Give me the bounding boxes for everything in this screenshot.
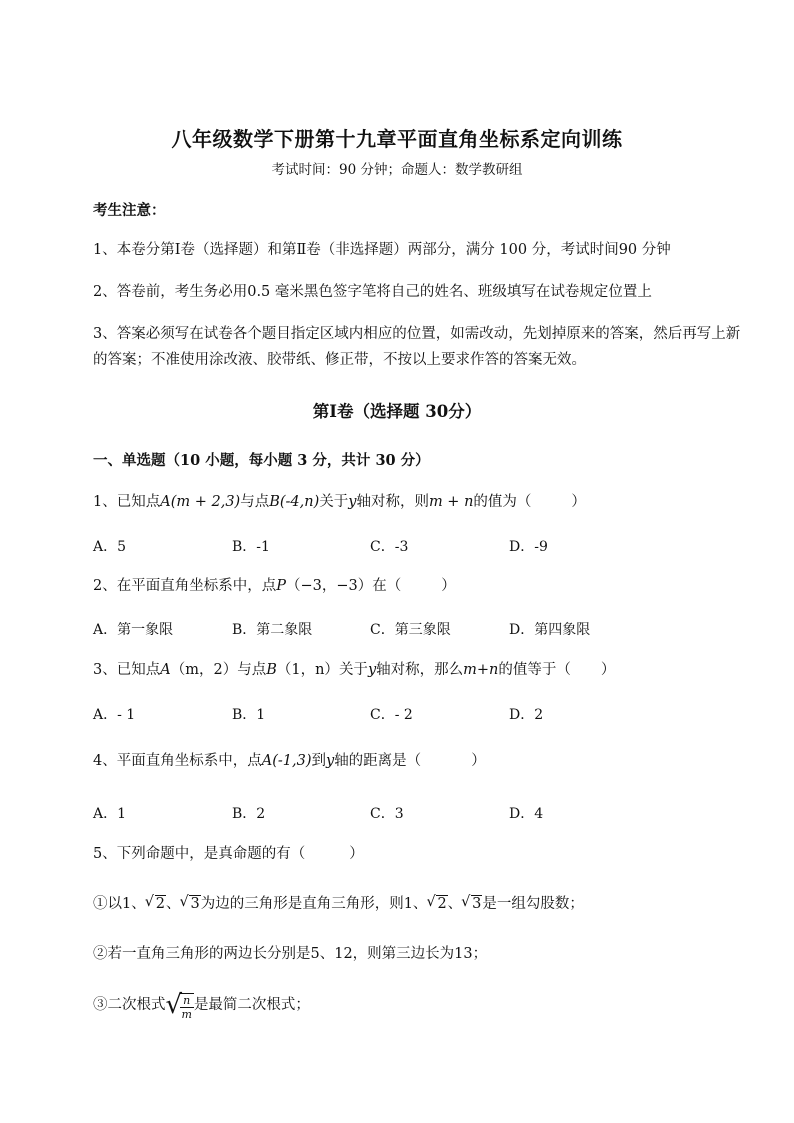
s1-part-c: 为边的三角形是直角三角形，则1、 bbox=[200, 896, 428, 912]
q2-option-a: A．第一象限 bbox=[93, 622, 174, 638]
section-title: 第Ⅰ卷（选择题 30分） bbox=[312, 402, 482, 421]
q4-option-c: C．3 bbox=[370, 806, 404, 822]
q3-close: ） bbox=[600, 662, 616, 678]
q4-axis: y bbox=[325, 753, 335, 769]
q3-option-c: C．- 2 bbox=[370, 707, 413, 723]
q4-prefix: 4、平面直角坐标系中，点 bbox=[93, 753, 262, 769]
question-2 bbox=[93, 575, 456, 597]
notice-item-3-line-2: 的答案；不准使用涂改液、胶带纸、修正带，不按以上要求作答的答案无效。 bbox=[93, 352, 586, 368]
q4-option-d: D．4 bbox=[509, 806, 544, 822]
page-title: 八年级数学下册第十九章平面直角坐标系定向训练 bbox=[171, 127, 623, 151]
q3-option-d: D．2 bbox=[509, 707, 544, 723]
radicand: 2 bbox=[437, 896, 447, 912]
s1-part-e: 是一组勾股数； bbox=[482, 896, 584, 912]
q3-option-a: A．- 1 bbox=[93, 707, 136, 723]
q4-mid: 到 bbox=[311, 753, 326, 769]
q5-statement-2: ②若一直角三角形的两边长分别是5、12，则第三边长为13； bbox=[93, 946, 488, 962]
q3-mid3: 轴对称，那么 bbox=[376, 662, 464, 678]
q1-point-a: A(m + 2,3) bbox=[160, 494, 241, 510]
notice-item-2: 2、答卷前，考生务必用0.5 毫米黑色签字笔将自己的姓名、班级填写在试卷规定位置上 bbox=[93, 284, 652, 300]
q1-axis: y bbox=[348, 494, 357, 510]
notice-heading: 考生注意： bbox=[93, 202, 166, 219]
q4-point: A(-1,3) bbox=[261, 753, 312, 769]
q1-option-a: A．5 bbox=[93, 539, 127, 555]
s3-part-a: ③二次根式 bbox=[93, 997, 166, 1013]
s3-part-b: 是最简二次根式； bbox=[193, 997, 310, 1013]
radicand: 3 bbox=[190, 896, 200, 912]
q1-mid3: 轴对称，则 bbox=[356, 494, 429, 510]
q1-option-b: B．-1 bbox=[232, 539, 270, 555]
q1-option-c: C．-3 bbox=[370, 539, 409, 555]
q4-option-a: A．1 bbox=[93, 806, 127, 822]
q1-prefix: 1、已知点 bbox=[93, 494, 161, 510]
q5-statement-3 bbox=[93, 988, 310, 1022]
s1-part-b: 、 bbox=[165, 896, 181, 912]
question-3 bbox=[93, 659, 615, 681]
q2-point: P bbox=[276, 578, 286, 594]
part-heading: 一、单选题（10 小题，每小题 3 分，共计 30 分） bbox=[93, 452, 430, 469]
denominator: m bbox=[181, 1008, 192, 1021]
q3-prefix: 3、已知点 bbox=[93, 662, 161, 678]
q3-coords-a: （m，2） bbox=[170, 662, 238, 678]
q1-option-d: D．-9 bbox=[509, 539, 548, 555]
q3-mid2: 关于 bbox=[338, 662, 368, 678]
sqrt-3 bbox=[462, 893, 482, 915]
q1-point-b: B(-4,n) bbox=[269, 494, 320, 510]
q3-option-b: B．1 bbox=[232, 707, 266, 723]
q3-point-a: A bbox=[160, 662, 171, 678]
q1-mid2: 关于 bbox=[319, 494, 349, 510]
q2-text: 2、在平面直角坐标系中，点 bbox=[93, 578, 277, 594]
sqrt-2 bbox=[146, 893, 166, 915]
q2-coords: （−3，−3）在（ bbox=[286, 578, 402, 594]
page-subtitle: 考试时间：90 分钟；命题人：数学教研组 bbox=[271, 162, 523, 178]
q4-option-b: B．2 bbox=[232, 806, 266, 822]
numerator: n bbox=[180, 994, 194, 1008]
q2-option-d: D．第四象限 bbox=[509, 622, 591, 638]
q1-close: ） bbox=[571, 494, 586, 510]
q1-suffix: 的值为（ bbox=[473, 494, 532, 510]
q4-close: ） bbox=[471, 753, 486, 769]
s1-part-a: ①以1、 bbox=[93, 896, 146, 912]
q3-coords-b: （1，n） bbox=[276, 662, 339, 678]
q2-close: ） bbox=[441, 578, 456, 594]
q3-axis: y bbox=[367, 662, 377, 678]
q5-text: 5、下列命题中，是真命题的有（ bbox=[93, 846, 306, 862]
q4-suffix: 轴的距离是（ bbox=[334, 753, 422, 769]
q2-option-c: C．第三象限 bbox=[370, 622, 451, 638]
question-1 bbox=[93, 491, 586, 513]
notice-item-1: 1、本卷分第Ⅰ卷（选择题）和第Ⅱ卷（非选择题）两部分，满分 100 分，考试时间90 分钟 bbox=[93, 242, 671, 258]
q5-statement-1 bbox=[93, 893, 584, 915]
sqrt-3 bbox=[180, 893, 200, 915]
notice-item-3-line-1: 3、答案必须写在试卷各个题目指定区域内相应的位置，如需改动，先划掉原来的答案，然后再写上新 bbox=[93, 326, 741, 342]
q1-expr: m + n bbox=[428, 494, 474, 510]
q3-point-b: B bbox=[266, 662, 277, 678]
q3-suffix: 的值等于（ bbox=[498, 662, 571, 678]
sqrt-fraction bbox=[166, 989, 194, 1021]
q3-mid1: 与点 bbox=[237, 662, 267, 678]
q5-close: ） bbox=[349, 846, 364, 862]
radical-sign-icon: √ bbox=[165, 990, 183, 1020]
q1-mid1: 与点 bbox=[240, 494, 270, 510]
radicand: 2 bbox=[155, 896, 165, 912]
q3-expr: m+n bbox=[463, 662, 499, 678]
question-4 bbox=[93, 750, 486, 772]
radicand: 3 bbox=[472, 896, 482, 912]
question-5 bbox=[93, 843, 364, 865]
sqrt-2 bbox=[427, 893, 447, 915]
s1-part-d: 、 bbox=[447, 896, 463, 912]
q2-option-b: B．第二象限 bbox=[232, 622, 313, 638]
